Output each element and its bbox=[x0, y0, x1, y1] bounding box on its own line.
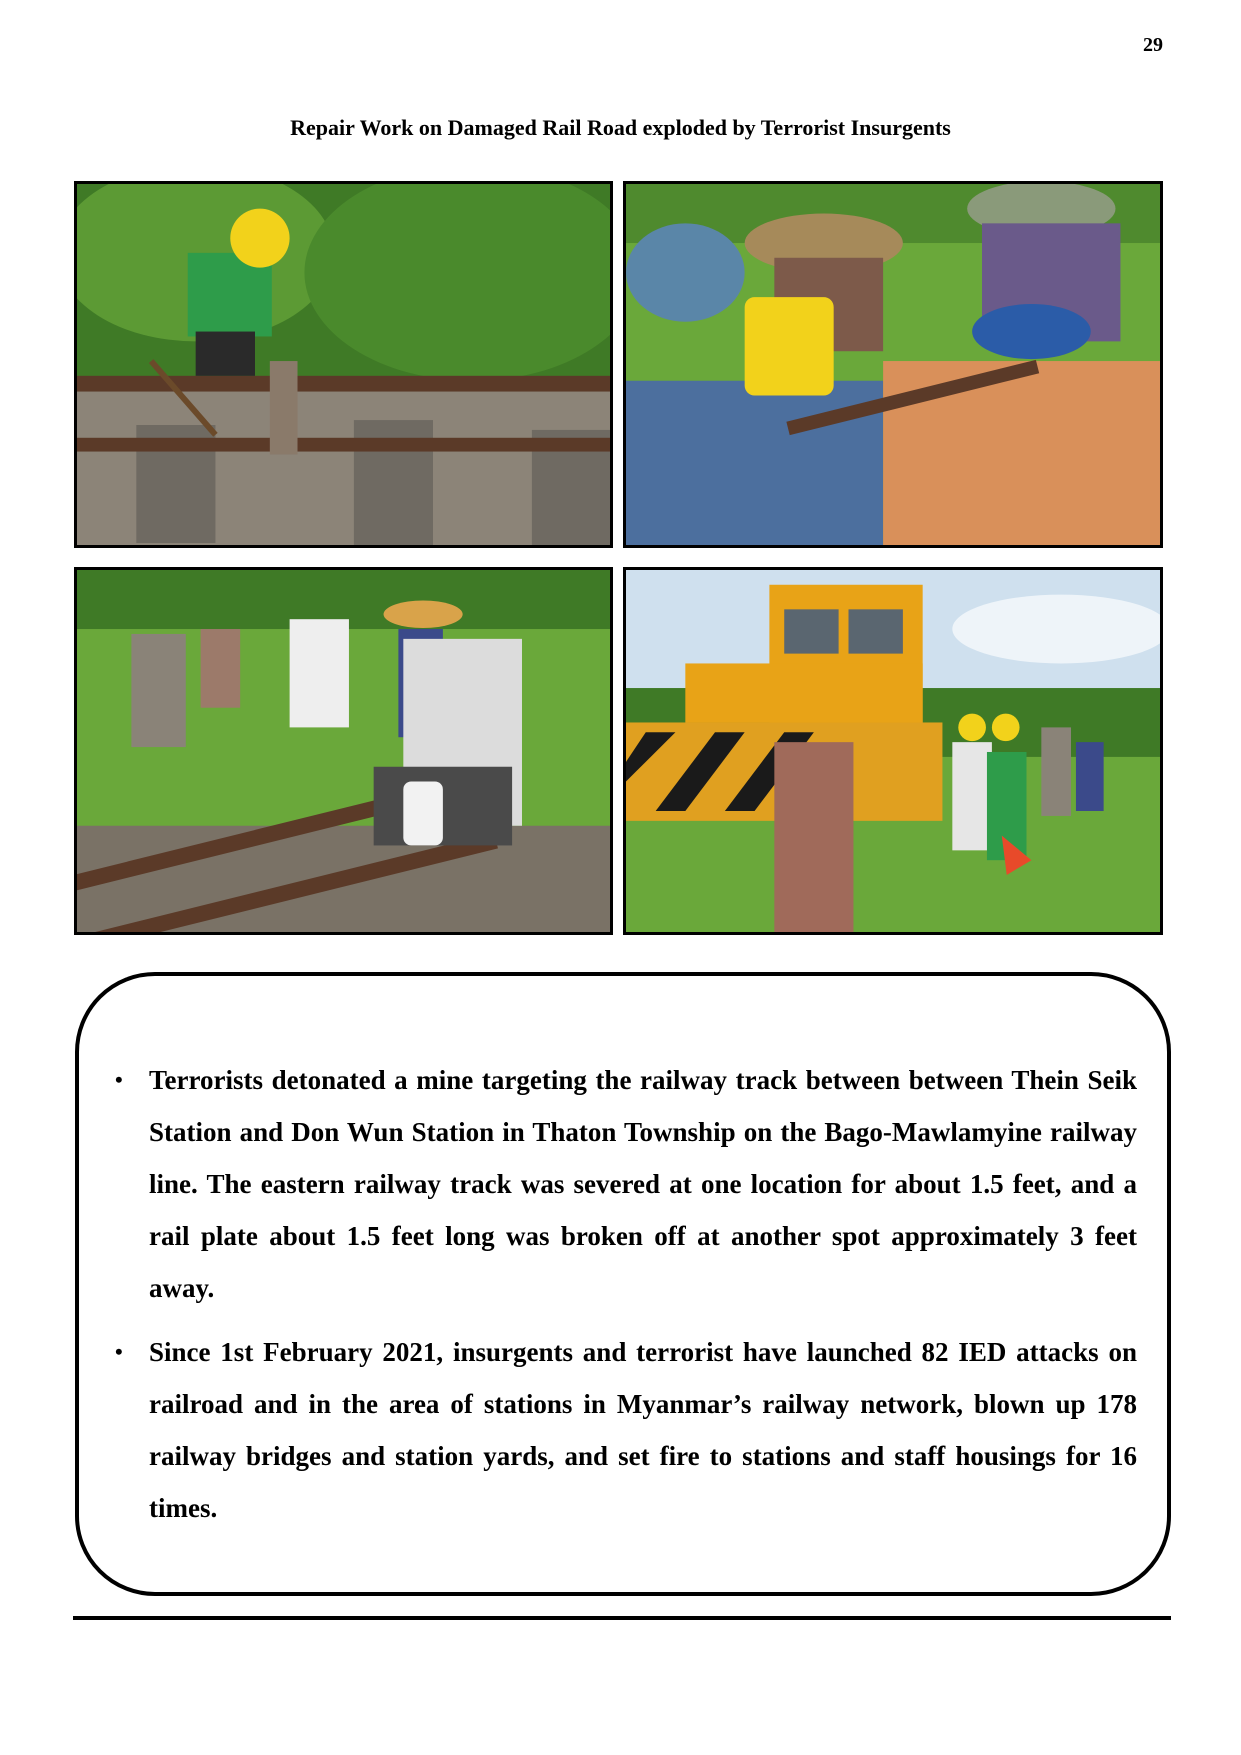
bottom-rule bbox=[73, 1616, 1171, 1620]
photo-rail-engine bbox=[623, 567, 1163, 935]
bullet-text: Since 1st February 2021, insurgents and terrorist have launched 82 IED attacks on railroad and in the area of stations in Myanmar’s railway network, blown up 178 railway bridges and station yards, and set fire to stations and staff housings for 16 times. bbox=[149, 1337, 1137, 1523]
bullet-marker: • bbox=[115, 1339, 123, 1364]
photo-workers-with-canister-image bbox=[626, 184, 1160, 545]
bullet-item-mine-detonation bbox=[115, 1054, 1137, 1314]
bullet-item-attack-statistics bbox=[115, 1326, 1137, 1534]
bullet-text: Terrorists detonated a mine targeting the railway track between between Thein Seik Station and Don Wun Station in Thaton Township on the Bago-Mawlamyine railway line. The eastern railway track was severed at one location for about 1.5 feet, and a rail plate about 1.5 feet long was broken off at another spot approximately 3 feet away. bbox=[149, 1065, 1137, 1303]
page-title: Repair Work on Damaged Rail Road exploded by Terrorist Insurgents bbox=[290, 115, 951, 140]
photo-worker-repairing-track-image bbox=[77, 184, 610, 545]
photo-workers-on-track bbox=[74, 567, 613, 935]
photo-worker-repairing-track bbox=[74, 181, 613, 548]
photo-rail-engine-image bbox=[626, 570, 1160, 932]
photo-workers-with-canister bbox=[623, 181, 1163, 548]
info-box bbox=[75, 972, 1171, 1596]
bullet-list bbox=[115, 1054, 1137, 1546]
bullet-marker: • bbox=[115, 1067, 123, 1092]
page-number: 29 bbox=[1143, 34, 1163, 56]
photo-workers-on-track-image bbox=[77, 570, 610, 932]
